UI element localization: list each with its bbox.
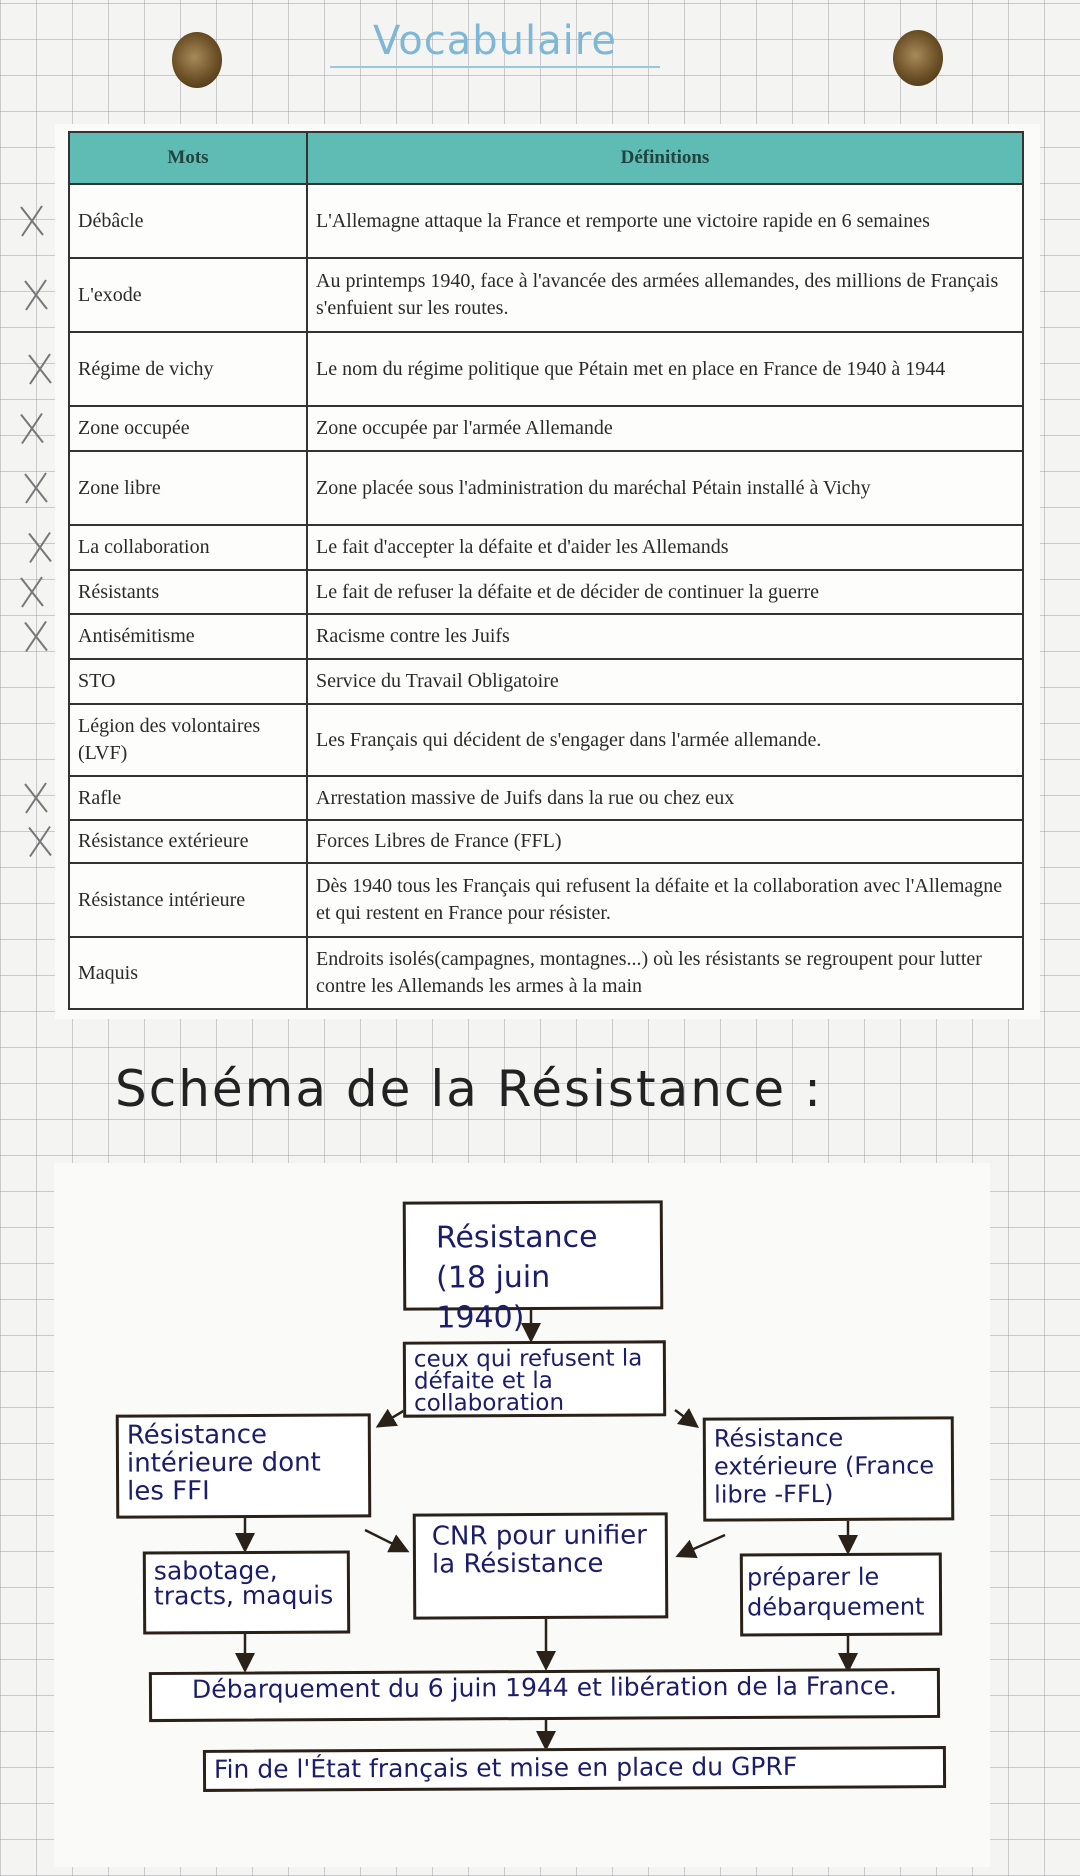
word-cell: STO [69,659,307,704]
word-cell: Maquis [69,937,307,1009]
word-cell: Rafle [69,776,307,820]
word-cell: Résistance extérieure [69,820,307,863]
definition-cell: Zone placée sous l'administration du maréchal Pétain installé à Vichy [307,451,1023,525]
definition-cell: Au printemps 1940, face à l'avancée des armées allemandes, des millions de Français s'enfuient sur les routes. [307,258,1023,332]
box-fin: Fin de l'État français et mise en place du GPRF [203,1746,946,1792]
word-cell: La collaboration [69,525,307,570]
box-resistance-exterieure: Résistance extérieure (France libre -FFL) [703,1416,955,1521]
header-mots: Mots [69,132,307,184]
box-sabotage: sabotage, tracts, maquis [143,1550,350,1634]
definition-cell: Le fait de refuser la défaite et de décider de continuer la guerre [307,570,1023,614]
definition-cell: Forces Libres de France (FFL) [307,820,1023,863]
word-cell: Résistants [69,570,307,614]
word-cell: Antisémitisme [69,614,307,659]
definition-cell: Endroits isolés(campagnes, montagnes...) où les résistants se regroupent pour lutter contre les Allemands les armes à la main [307,937,1023,1009]
schema-title: Schéma de la Résistance : [115,1060,823,1118]
definition-cell: Racisme contre les Juifs [307,614,1023,659]
word-cell: Zone occupée [69,406,307,451]
word-cell: Légion des volontaires (LVF) [69,704,307,776]
box-resistance: Résistance (18 juin 1940) [403,1200,664,1310]
arrow [680,1535,725,1555]
box-resistance-interieure: Résistance intérieure dont les FFI [116,1413,372,1518]
arrow [380,1410,405,1425]
definition-cell: Zone occupée par l'armée Allemande [307,406,1023,451]
arrow [365,1530,405,1550]
header-definitions: Définitions [307,132,1023,184]
word-cell: Résistance intérieure [69,863,307,937]
definition-cell: Les Français qui décident de s'engager dans l'armée allemande. [307,704,1023,776]
box-refus: ceux qui refusent la défaite et la collaboration [403,1340,666,1417]
box-cnr: CNR pour unifier la Résistance [413,1512,669,1619]
word-cell: Débâcle [69,184,307,258]
definition-cell: Service du Travail Obligatoire [307,659,1023,704]
box-preparer: préparer le débarquement [740,1552,942,1636]
word-cell: L'exode [69,258,307,332]
definition-cell: L'Allemagne attaque la France et remporte une victoire rapide en 6 semaines [307,184,1023,258]
arrow [675,1410,695,1425]
word-cell: Régime de vichy [69,332,307,406]
definition-cell: Dès 1940 tous les Français qui refusent la défaite et la collaboration avec l'Allemagne et qui restent en France pour résister. [307,863,1023,937]
word-cell: Zone libre [69,451,307,525]
definition-cell: Arrestation massive de Juifs dans la rue ou chez eux [307,776,1023,820]
definition-cell: Le fait d'accepter la défaite et d'aider les Allemands [307,525,1023,570]
box-debarquement: Débarquement du 6 juin 1944 et libération de la France. [149,1668,940,1722]
page-title: Vocabulaire [330,18,660,68]
definition-cell: Le nom du régime politique que Pétain met en place en France de 1940 à 1944 [307,332,1023,406]
